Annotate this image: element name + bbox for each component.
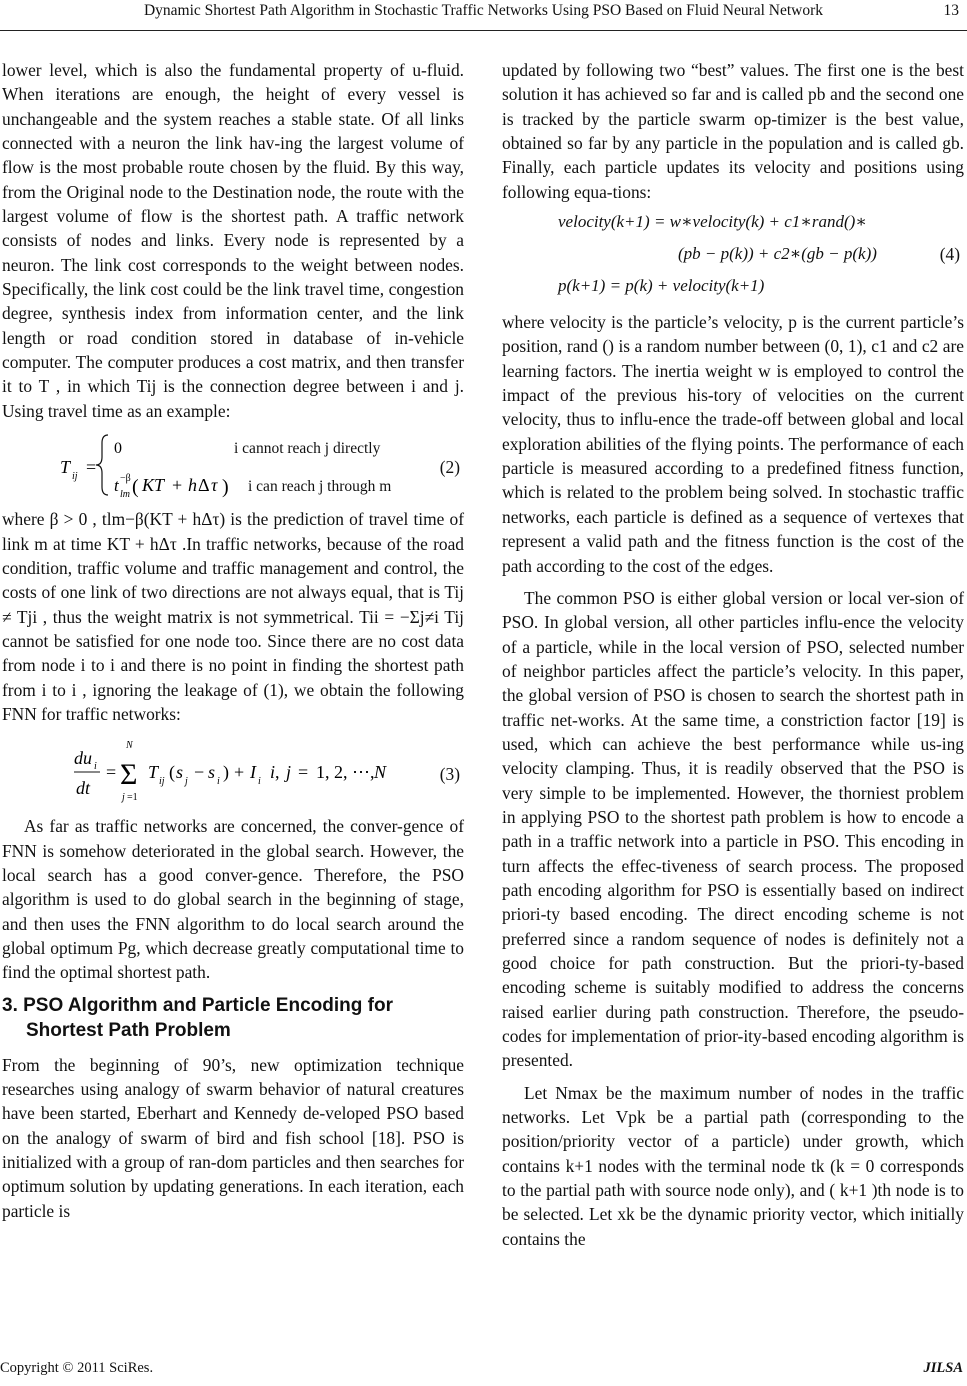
equation-4-line-1: velocity(k+1) = w∗velocity(k) + c1∗rand()∗ [558, 212, 867, 232]
equation-2-number: (2) [439, 457, 460, 478]
svg-text:i: i [94, 761, 97, 773]
equation-2-case-2: i can reach j through m [248, 478, 392, 496]
svg-text:KT: KT [142, 475, 165, 496]
right-column [502, 58, 964, 1251]
svg-text:j: j [122, 792, 125, 804]
svg-text:j: j [286, 762, 292, 783]
svg-text:Σ: Σ [120, 758, 138, 792]
svg-text:=: = [86, 457, 97, 478]
svg-text:=: = [298, 762, 309, 783]
copyright: Copyright © 2011 SciRes. [0, 1360, 154, 1376]
svg-text:s: s [176, 762, 184, 783]
svg-text:): ) [222, 476, 229, 499]
svg-text:+: + [172, 475, 183, 496]
svg-text:t: t [114, 476, 119, 496]
svg-text:Δ: Δ [198, 475, 210, 496]
paragraph: lower level, which is also the fundamental property of u-fluid. When iterations are enough, the height of every vessel is unchangeable and the system reaches a stable state. Of all links connected with a neuron the link hav-ing the largest volume of flow is the most probable route chosen by the fluid. By this way, from the Original node to the Destination node, the route with the largest volume of flow is the shortest path. A traffic network consists of nodes and links. Every node is represented by a neuron. The link cost corresponds to the weight between nodes. Specifically, the link cost could be the link travel time, congestion degree, synthesis index from information center, and the link length or road condition stored in database of in-vehicle computer. The computer produces a cost matrix, and then transfer it to T , in which Tij is the connection degree between i and j. Using travel time as an example: [2, 60, 464, 421]
svg-text:−β: −β [120, 473, 131, 485]
paragraph: As far as traffic networks are concerned, the conver-gence of FNN is somehow deteriorated in the global search. However, the local search has a good conver-gence. Therefore, the PSO algorithm is used to do global search in the beginning of stage, and then uses the FNN algorithm to do local search around the global optimum Pg, which decrease greatly computational time to find the optimal shortest path. [2, 816, 464, 983]
section-heading [2, 993, 464, 1043]
svg-text:I: I [250, 762, 256, 783]
svg-text:T: T [148, 762, 159, 783]
paragraph: Let Nmax be the maximum number of nodes in the traffic networks. Let Vpk be a partial path (corresponding to the position/priority vector of a particle) under growth, which contains k+1 nodes with the terminal node tk (k = 0 corresponds to the partial path with source node only), and ( k+1 )th node is to be selected. Let xk be the dynamic priority vector, which initially contains the [502, 1082, 964, 1249]
svg-text:ij: ij [72, 471, 78, 483]
equation-4 [502, 210, 964, 302]
page-header [0, 0, 967, 34]
page-number: 13 [943, 2, 959, 19]
svg-text:ij: ij [159, 776, 165, 788]
svg-text:+: + [234, 762, 245, 783]
left-column [2, 58, 464, 1223]
svg-text:1, 2, ⋯,: 1, 2, ⋯, [316, 762, 375, 783]
running-title: Dynamic Shortest Path Algorithm in Stochastic Traffic Networks Using PSO Based on Fluid Neural Network [143, 2, 824, 19]
paragraph: where velocity is the particle’s velocity, p is the current particle’s position, rand () is a random number between (0, 1), c1 and c2 are learning factors. The inertia weight w is employed to control the impact of the previous his-tory of velocities on the current velocity, thus to influ-ence the trade-off between global and local exploration abilities of the flying points. The performance of each particle is measured according to a predefined fitness function, which is related to the problem being solved. In stochastic traffic networks, each particle is defined as a sequence of vertexes that represent a valid path and the fitness function is the cost of the path according to the cost of the edges. [502, 312, 964, 576]
svg-text:N: N [374, 762, 387, 783]
svg-text:−: − [194, 762, 205, 783]
svg-text:T: T [60, 457, 71, 478]
svg-text:0: 0 [114, 440, 122, 458]
svg-text:s: s [208, 762, 216, 783]
equation-2-case-1: i cannot reach j directly [234, 440, 381, 458]
svg-text:(: ( [169, 762, 175, 783]
section-heading-line-2: Shortest Path Problem [26, 1019, 231, 1041]
svg-text:lm: lm [120, 489, 130, 501]
paragraph: updated by following two “best” values. The first one is the best solution it has achieved so far and is called pb and the second one is tracked by the particle swarm op-timizer is the best value, obtained so far by any particle in the population and is called gb. Finally, each particle updates its velocity and positions using following equa-tions: [502, 60, 964, 202]
equation-2 [2, 429, 464, 503]
equation-4-line-3: p(k+1) = p(k) + velocity(k+1) [558, 276, 765, 296]
header-rule [0, 30, 967, 31]
svg-text:=: = [106, 762, 117, 783]
equation-2-formula [2, 429, 464, 503]
svg-text:i: i [217, 776, 220, 788]
svg-text:i: i [270, 762, 276, 783]
page-footer [0, 1357, 967, 1379]
equation-3-number: (3) [439, 764, 460, 785]
journal-name: JILSA [923, 1360, 963, 1376]
svg-text:h: h [188, 475, 197, 496]
equation-4-line-2: (pb − p(k)) + c2∗(gb − p(k)) [678, 244, 877, 264]
svg-text:=1: =1 [127, 792, 138, 804]
svg-text:i: i [258, 776, 261, 788]
svg-text:du: du [74, 748, 92, 769]
svg-text:j: j [185, 776, 188, 788]
svg-text:N: N [126, 740, 133, 752]
section-heading-line-1: 3. PSO Algorithm and Particle Encoding for [2, 994, 393, 1016]
svg-text:dt: dt [76, 778, 91, 799]
svg-text:,: , [275, 762, 280, 783]
svg-text:(: ( [132, 476, 139, 499]
equation-4-number: (4) [939, 244, 960, 265]
paragraph: From the beginning of 90’s, new optimization technique researches using analogy of swarm behavior of natural creatures have been started, Eberhart and Kennedy de-veloped PSO based on the analogy of swarm of bird and fish school [18]. PSO is initialized with a group of ran-dom particles and then searches for optimum solution by updating generations. In each iteration, each particle is [2, 1054, 464, 1221]
equation-3 [2, 736, 464, 806]
paragraph: where β > 0 , tlm−β(KT + hΔτ) is the prediction of travel time of link m at time KT + hΔτ .In traffic networks, because of the road condition, traffic volume and traffic management and control, the costs of one link of two directions are not always equal, that is Tij ≠ Tji , thus the weight matrix is not symmetrical. Tii = −Σj≠i Tij cannot be satisfied for one node too. Since there are no cost data from node i to i and there is no point in finding the shortest path from i to i , ignoring the leakage of (1), we obtain the following FNN for traffic networks: [2, 509, 464, 724]
equation-3-formula [2, 736, 422, 806]
svg-text:τ: τ [211, 475, 218, 496]
paragraph: The common PSO is either global version or local ver-sion of PSO. In global version, all other particles influ-ence the velocity of a particle, while in the local version of PSO, selected number of neighbor particles affect the particle’s velocity. In this paper, the global version of PSO is chosen to search the shortest path in traffic net-works. At the same time, a constriction factor [19] is used, which can achieve the best performance while us-ing velocity clamping. Thus, it is readily observed that the PSO is very simple to be implemented. However, the thorniest problem in applying PSO to the shortest path problem is how to encode a path in a traffic network into a particle in PSO. This encoding in turn affects the effec-tiveness of search process. The proposed path encoding algorithm for PSO is essentially based on indirect priori-ty based encoding. The direct encoding scheme is not preferred since a random sequence of nodes is definitely not a good choice for path construction. But the priori-ty-based encoding scheme is suitably modified to address the concerns raised earlier during path construction. Therefore, the pseudo-codes for implementation of prior-ity-based encoding algorithm is presented. [502, 587, 964, 1071]
svg-text:): ) [223, 762, 229, 783]
